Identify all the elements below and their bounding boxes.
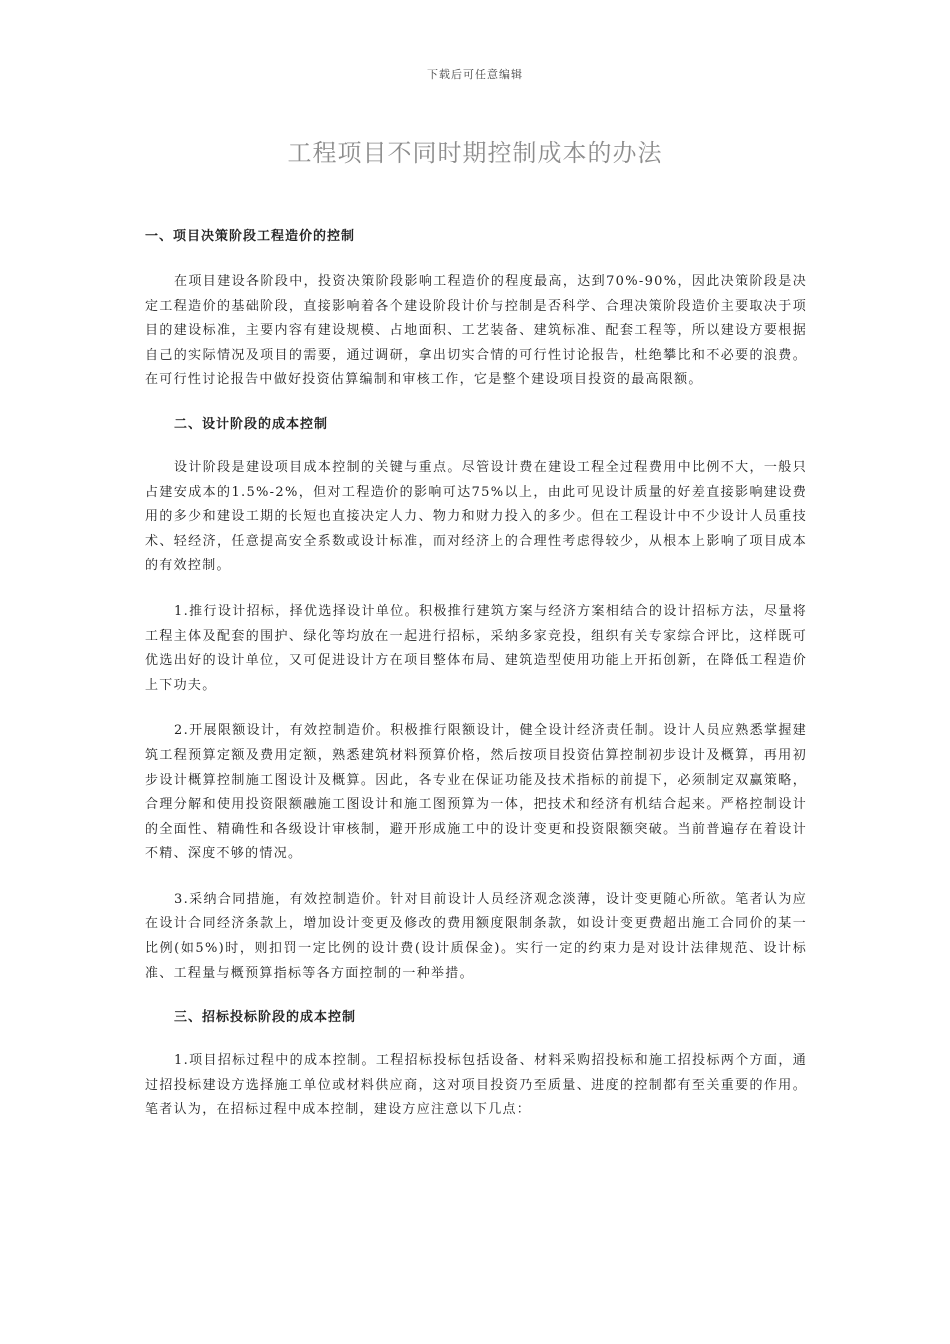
document-title: 工程项目不同时期控制成本的办法 xyxy=(287,139,663,167)
header-note: 下载后可任意编辑 xyxy=(427,68,523,81)
section-heading-2: 二、设计阶段的成本控制 xyxy=(174,416,329,432)
paragraph: 1.推行设计招标，择优选择设计单位。积极推行建筑方案与经济方案相结合的设计招标方法，尽量将工程主体及配套的围护、绿化等均放在一起进行招标，采纳多家竞投，组织有关专家综合评比，这样既可优选出好的设计单位，又可促进设计方在项目整体布局、建筑造型使用功能上开拓创新，在降低工程造价上下功夫。 xyxy=(145,603,807,693)
section-heading-1: 一、项目决策阶段工程造价的控制 xyxy=(145,229,356,244)
paragraph: 设计阶段是建设项目成本控制的关键与重点。尽管设计费在建设工程全过程费用中比例不大，一般只占建安成本的1.5%-2%，但对工程造价的影响可达75%以上，由此可见设计质量的好差直接影响建设费用的多少和建设工期的长短也直接决定人力、物力和财力投入的多少。但在工程设计中不少设计人员重技术、轻经济，任意提高安全系数或设计标准，而对经济上的合理性考虑得较少，从根本上影响了项目成本的有效控制。 xyxy=(145,459,807,574)
section-heading-3: 三、招标投标阶段的成本控制 xyxy=(174,1010,357,1026)
paragraph: 1.项目招标过程中的成本控制。工程招标投标包括设备、材料采购招投标和施工招投标两个方面，通过招投标建设方选择施工单位或材料供应商，这对项目投资乃至质量、进度的控制都有至关重要的作用。笔者认为，在招标过程中成本控制，建设方应注意以下几点： xyxy=(145,1053,807,1118)
paragraph: 3.采纳合同措施，有效控制造价。针对目前设计人员经济观念淡薄，设计变更随心所欲。笔者认为应在设计合同经济条款上，增加设计变更及修改的费用额度限制条款，如设计变更费超出施工合同价的某一比例(如5%)时，则扣罚一定比例的设计费(设计质保金)。实行一定的约束力是对设计法律规范、设计标准、工程量与概预算指标等各方面控制的一种举措。 xyxy=(145,891,807,981)
paragraph: 2.开展限额设计，有效控制造价。积极推行限额设计，健全设计经济责任制。设计人员应熟悉掌握建筑工程预算定额及费用定额，熟悉建筑材料预算价格，然后按项目投资估算控制初步设计及概算，再用初步设计概算控制施工图设计及概算。因此，各专业在保证功能及技术指标的前提下，必须制定双赢策略，合理分解和使用投资限额融施工图设计和施工图预算为一体，把技术和经济有机结合起来。严格控制设计的全面性、精确性和各级设计审核制，避开形成施工中的设计变更和投资限额突破。当前普遍存在着设计不精、深度不够的情况。 xyxy=(145,723,807,862)
document-body xyxy=(145,226,807,1144)
paragraph: 在项目建设各阶段中，投资决策阶段影响工程造价的程度最高，达到70%-90%，因此决策阶段是决定工程造价的基础阶段，直接影响着各个建设阶段计价与控制是否科学、合理决策阶段造价主要取决于项目的建设标准，主要内容有建设规模、占地面积、工艺装备、建筑标准、配套工程等，所以建设方要根据自己的实际情况及项目的需要，通过调研，拿出切实合情的可行性讨论报告，杜绝攀比和不必要的浪费。在可行性讨论报告中做好投资估算编制和审核工作，它是整个建设项目投资的最高限额。 xyxy=(145,274,807,388)
